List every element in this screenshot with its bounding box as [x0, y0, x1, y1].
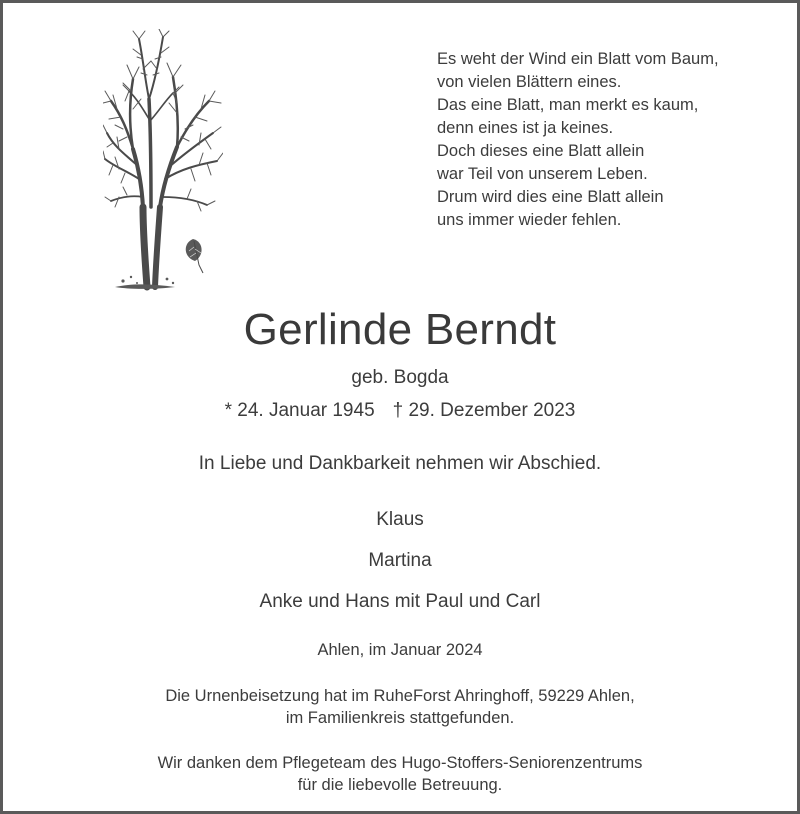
life-dates — [3, 400, 797, 422]
birth-date: * 24. Januar 1945 — [224, 400, 375, 421]
thanks-note-line: Wir danken dem Pflegeteam des Hugo-Stoffers-Seniorenzentrums — [157, 754, 643, 772]
poem-line: Das eine Blatt, man merkt es kaum, — [437, 96, 699, 114]
poem-line: denn eines ist ja keines. — [437, 119, 614, 137]
place-and-date: Ahlen, im Januar 2024 — [317, 641, 483, 659]
poem-line: Es weht der Wind ein Blatt vom Baum, — [437, 50, 719, 68]
poem-line: Drum wird dies eine Blatt allein — [437, 188, 664, 206]
poem-line: von vielen Blättern eines. — [437, 73, 622, 91]
poem-line: war Teil von unserem Leben. — [437, 165, 648, 183]
maiden-name: geb. Bogda — [351, 367, 449, 388]
death-date: † 29. Dezember 2023 — [392, 400, 576, 421]
mourner-name: Anke und Hans mit Paul und Carl — [259, 591, 541, 612]
deceased-name: Gerlinde Berndt — [243, 305, 557, 354]
mourner-name: Klaus — [376, 509, 424, 530]
mourner-name: Martina — [368, 550, 432, 571]
poem — [437, 48, 719, 232]
poem-line: Doch dieses eine Blatt allein — [437, 142, 645, 160]
thanks-note — [3, 752, 797, 796]
farewell-text: In Liebe und Dankbarkeit nehmen wir Abschied. — [198, 453, 602, 474]
thanks-note-line: für die liebevolle Betreuung. — [297, 776, 503, 794]
burial-note-line: im Familienkreis stattgefunden. — [285, 709, 515, 727]
poem-line: uns immer wieder fehlen. — [437, 211, 622, 229]
bare-tree-with-falling-leaf-icon — [103, 29, 223, 291]
burial-note — [3, 685, 797, 729]
burial-note-line: Die Urnenbeisetzung hat im RuheForst Ahringhoff, 59229 Ahlen, — [165, 687, 635, 705]
